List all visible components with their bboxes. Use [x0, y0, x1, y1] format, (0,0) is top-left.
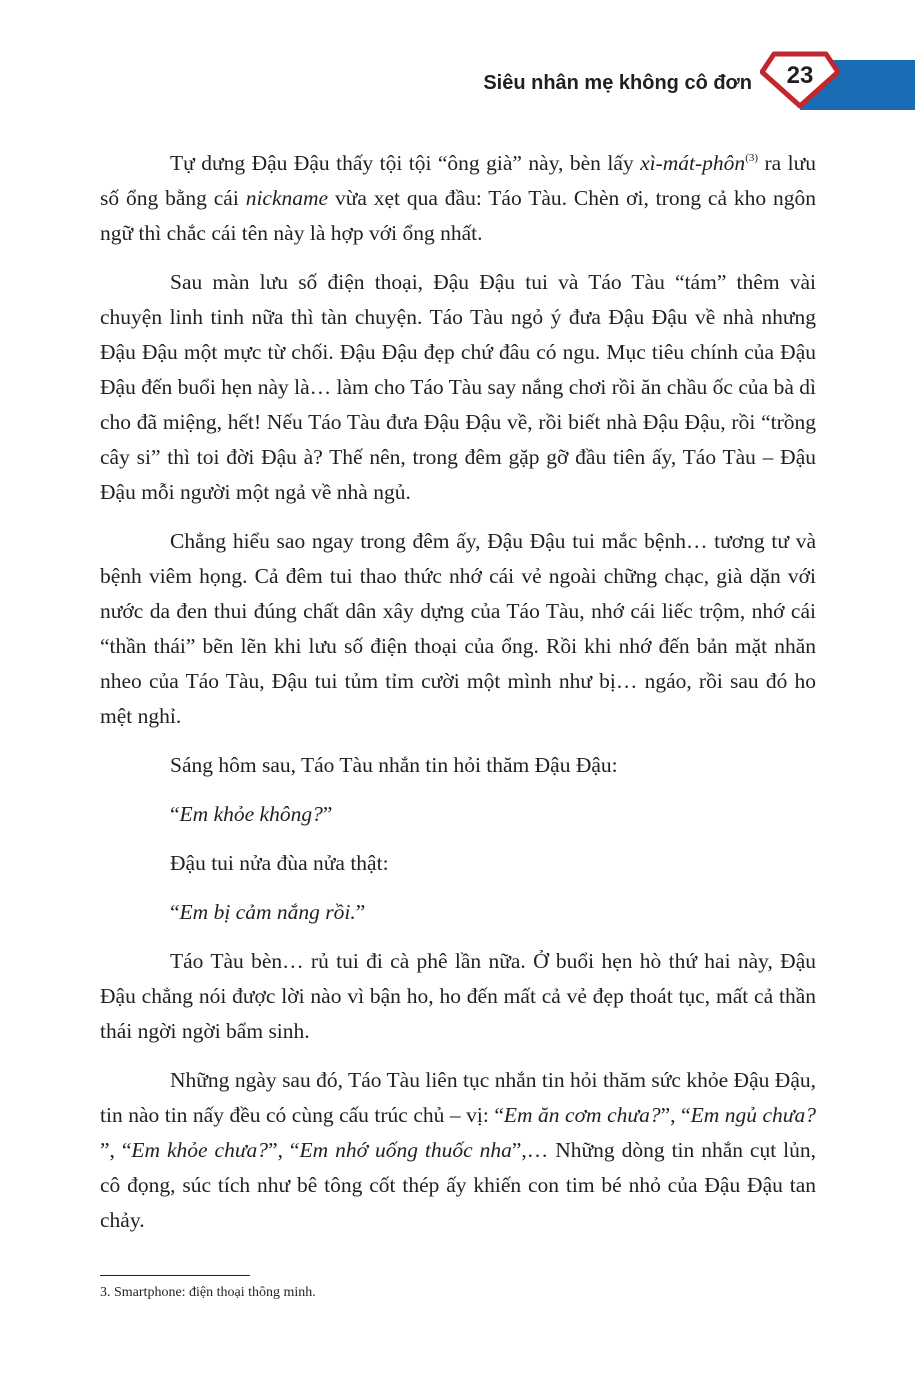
footnote-reference: (3)	[745, 152, 759, 164]
quoted-message-1: “Em khỏe không?”	[170, 802, 333, 826]
footnote-divider	[100, 1275, 250, 1276]
running-header-title: Siêu nhân mẹ không cô đơn	[483, 72, 752, 94]
footnote: 3. Smartphone: điện thoại thông minh.	[100, 1285, 316, 1300]
paragraph-1: Tự dưng Đậu Đậu thấy tội tội “ông già” này, bèn lấy xì-mát-phôn$^{(3)}$ ra lưu số ổng bằng cái nickname vừa xẹt qua đầu: Táo Tàu. Chèn ơi, trong cả kho ngôn ngữ thì chắc cái tên này là hợp với ổng nhất.	[100, 151, 817, 245]
body-text	[100, 146, 816, 1252]
quoted-message-2: “Em bị cảm nắng rồi.”	[170, 900, 366, 924]
paragraph-6: Đậu tui nửa đùa nửa thật:	[170, 851, 389, 875]
paragraph-3: Chẳng hiểu sao ngay trong đêm ấy, Đậu Đậu tui mắc bệnh… tương tư và bệnh viêm họng. Cả đêm tui thao thức nhớ cái vẻ ngoài chững chạc, già dặn với nước da đen thui đúng chất dân xây dựng của Táo Tàu, nhớ cái liếc trộm, nhớ cái “thần thái” bẽn lẽn khi lưu số điện thoại của ổng. Rồi khi nhớ đến bản mặt nhăn nheo của Táo Tàu, Đậu tui tủm tỉm cười một mình như bị… ngáo, rồi sau đó ho mệt nghỉ.	[100, 529, 816, 728]
paragraph-4: Sáng hôm sau, Táo Tàu nhắn tin hỏi thăm Đậu Đậu:	[170, 753, 618, 777]
page-number: 23	[786, 62, 814, 89]
paragraph-2: Sau màn lưu số điện thoại, Đậu Đậu tui và Táo Tàu “tám” thêm vài chuyện linh tinh nữa thì tàn chuyện. Táo Tàu ngỏ ý đưa Đậu Đậu về nhà nhưng Đậu Đậu một mực từ chối. Đậu Đậu đẹp chứ đâu có ngu. Mục tiêu chính của Đậu Đậu đến buổi hẹn này là… làm cho Táo Tàu say nắng chơi rồi ăn chầu ốc của bà dì cho đã miệng, hết! Nếu Táo Tàu đưa Đậu Đậu về, rồi biết nhà Đậu Đậu, rồi “trồng cây si” thì toi đời Đậu à? Thế nên, trong đêm gặp gỡ đầu tiên ấy, Táo Tàu – Đậu Đậu mỗi người một ngả về nhà ngủ.	[100, 270, 816, 504]
paragraph-8: Táo Tàu bèn… rủ tui đi cà phê lần nữa. Ở buổi hẹn hò thứ hai này, Đậu Đậu chẳng nói được lời nào vì bận ho, ho đến mất cả vẻ đẹp thoát tục, mất cả thần thái ngời ngời bẩm sinh.	[100, 949, 816, 1043]
paragraph-9: Những ngày sau đó, Táo Tàu liên tục nhắn tin hỏi thăm sức khỏe Đậu Đậu, tin nào tin nấy đều có cùng cấu trúc chủ – vị: “Em ăn cơm chưa?”, “Em ngủ chưa? ”, “Em khỏe chưa?”, “Em nhớ uống thuốc nha”,… Những dòng tin nhắn cụt lủn, cô đọng, súc tích như bê tông cốt thép ấy khiến con tim bé nhỏ của Đậu Đậu tan chảy.	[100, 1068, 816, 1232]
